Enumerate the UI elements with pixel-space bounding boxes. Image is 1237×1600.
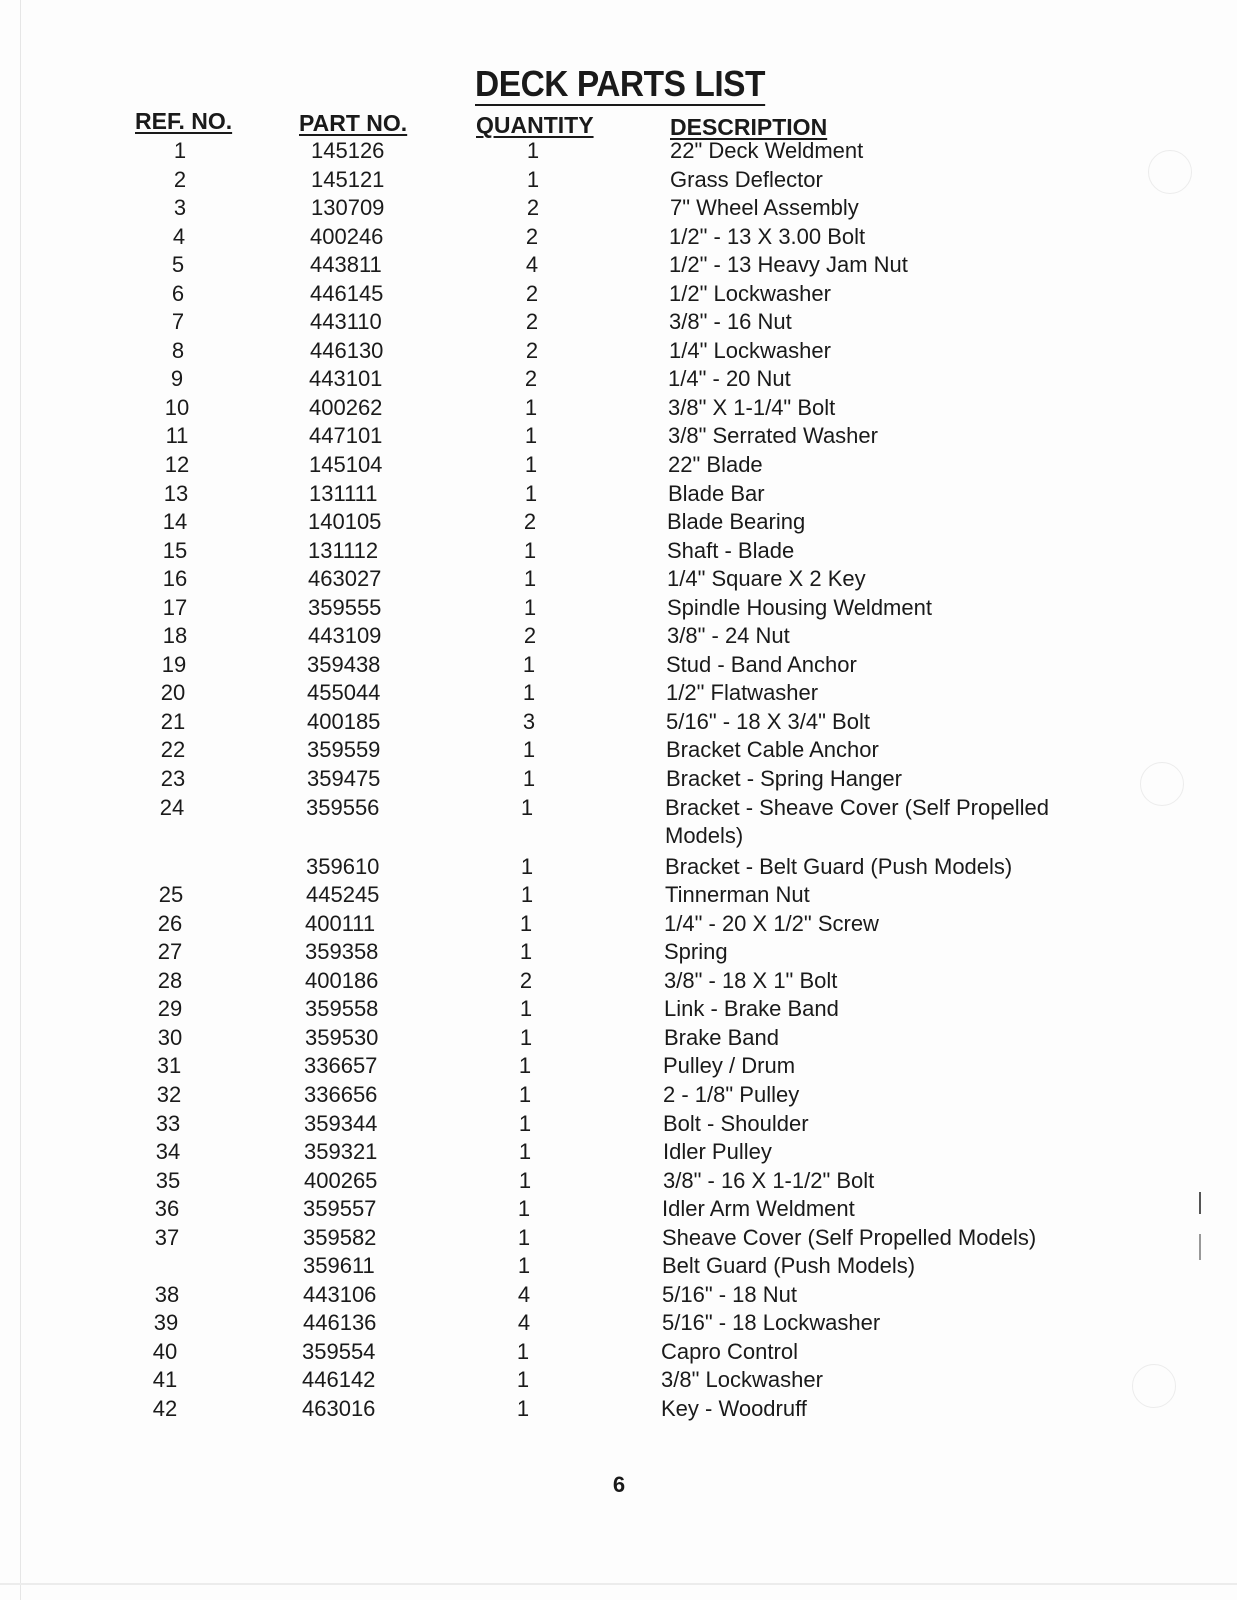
description-cell: Blade Bar (668, 481, 765, 506)
ref-no-cell: 39 (153, 1310, 179, 1335)
description-cell: Sheave Cover (Self Propelled Models) (662, 1225, 1037, 1250)
description-cell: Capro Control (661, 1339, 798, 1364)
part-no-cell: 145121 (311, 167, 385, 192)
ref-no-cell: 26 (157, 911, 183, 936)
header-quantity: QUANTITY (476, 112, 594, 138)
quantity-cell: 1 (520, 854, 534, 879)
header-description: DESCRIPTION (670, 114, 828, 140)
table-row (0, 709, 1237, 737)
part-no-cell: 359438 (307, 652, 381, 677)
quantity-cell: 1 (526, 138, 540, 163)
part-no-cell: 130709 (311, 195, 385, 220)
table-row (0, 538, 1237, 566)
part-no-cell: 359557 (303, 1196, 377, 1221)
table-row (0, 366, 1237, 394)
table-row (0, 252, 1237, 280)
table-row (0, 1025, 1237, 1053)
description-cell: 2 - 1/8" Pulley (663, 1082, 800, 1107)
description-cell: 22" Deck Weldment (670, 138, 864, 163)
quantity-cell: 1 (522, 680, 536, 705)
part-no-cell: 359555 (308, 595, 382, 620)
description-cell: Bolt - Shoulder (663, 1111, 809, 1136)
description-cell: 1/4" Lockwasher (669, 338, 831, 363)
ref-no-cell: 20 (160, 680, 186, 705)
ref-no-cell: 9 (170, 366, 184, 391)
description-cell: 22" Blade (668, 452, 763, 477)
table-row (0, 1168, 1237, 1196)
description-cell: Shaft - Blade (667, 538, 795, 563)
ref-no-cell: 30 (157, 1025, 183, 1050)
quantity-cell: 1 (519, 996, 533, 1021)
ref-no-cell: 34 (155, 1139, 181, 1164)
quantity-cell: 1 (523, 538, 537, 563)
quantity-cell: 1 (520, 795, 534, 820)
description-cell: Bracket Cable Anchor (666, 737, 879, 762)
ref-no-cell: 13 (163, 481, 189, 506)
table-row (0, 1082, 1237, 1110)
table-row (0, 481, 1237, 509)
description-cell: Bracket - Sheave Cover (Self Propelled (665, 795, 1049, 820)
ref-no-cell: 41 (152, 1367, 178, 1392)
description-cell: 3/8" X 1-1/4" Bolt (668, 395, 836, 420)
ref-no-cell: 7 (171, 309, 185, 334)
table-row (0, 623, 1237, 651)
table-row (0, 1225, 1237, 1253)
table-row (0, 167, 1237, 195)
part-no-cell: 131112 (308, 538, 379, 563)
quantity-cell: 1 (516, 1339, 530, 1364)
part-no-cell: 359611 (303, 1253, 375, 1278)
quantity-cell: 1 (519, 1025, 533, 1050)
description-cell: Bracket - Belt Guard (Push Models) (665, 854, 1013, 879)
description-cell: 3/8" Lockwasher (661, 1367, 823, 1392)
ref-no-cell: 6 (171, 281, 185, 306)
table-row (0, 423, 1237, 451)
quantity-cell: 1 (520, 882, 534, 907)
description-cell: Grass Deflector (670, 167, 823, 192)
description-cell: Belt Guard (Push Models) (662, 1253, 916, 1278)
quantity-cell: 1 (517, 1253, 531, 1278)
ref-no-cell: 22 (160, 737, 186, 762)
quantity-cell: 2 (525, 338, 539, 363)
description-cell: 1/4" Square X 2 Key (667, 566, 866, 591)
ref-no-cell: 10 (164, 395, 190, 420)
table-row (0, 395, 1237, 423)
part-no-cell: 400186 (305, 968, 379, 993)
quantity-cell: 1 (516, 1367, 530, 1392)
ref-no-cell: 27 (157, 939, 183, 964)
quantity-cell: 1 (518, 1168, 532, 1193)
table-row (0, 882, 1237, 910)
part-no-cell: 359559 (307, 737, 381, 762)
ref-no-cell: 24 (159, 795, 185, 820)
quantity-cell: 1 (522, 766, 536, 791)
part-no-cell: 446136 (303, 1310, 377, 1335)
ref-no-cell: 17 (162, 595, 188, 620)
table-row (0, 595, 1237, 623)
quantity-cell: 2 (523, 509, 537, 534)
description-cell: 3/8" - 16 Nut (669, 309, 792, 334)
ref-no-cell: 1 (173, 138, 187, 163)
description-cell: Blade Bearing (667, 509, 806, 534)
table-row (0, 737, 1237, 765)
ref-no-cell: 36 (154, 1196, 180, 1221)
quantity-cell: 1 (524, 481, 538, 506)
description-cell: 3/8" - 18 X 1" Bolt (664, 968, 838, 993)
ref-no-cell: 42 (152, 1396, 178, 1421)
part-no-cell: 359530 (305, 1025, 379, 1050)
part-no-cell: 463027 (308, 566, 382, 591)
table-row (0, 224, 1237, 252)
table-row (0, 911, 1237, 939)
quantity-cell: 4 (517, 1310, 531, 1335)
table-row (0, 281, 1237, 309)
table-row (0, 1396, 1237, 1424)
table-row (0, 1310, 1237, 1338)
ref-no-cell: 32 (156, 1082, 182, 1107)
quantity-cell: 1 (524, 452, 538, 477)
quantity-cell: 1 (522, 737, 536, 762)
quantity-cell: 1 (518, 1139, 532, 1164)
description-cell: 3/8" - 16 X 1-1/2" Bolt (663, 1168, 875, 1193)
description-cell: 5/16" - 18 X 3/4" Bolt (666, 709, 870, 734)
part-no-cell: 447101 (309, 423, 383, 448)
quantity-cell: 1 (518, 1111, 532, 1136)
part-no-cell: 145126 (311, 138, 385, 163)
description-cell: Key - Woodruff (661, 1396, 807, 1421)
quantity-cell: 1 (519, 939, 533, 964)
quantity-cell: 1 (518, 1053, 532, 1078)
ref-no-cell: 2 (173, 167, 187, 192)
description-cell: Idler Arm Weldment (662, 1196, 855, 1221)
ref-no-cell: 31 (156, 1053, 182, 1078)
part-no-cell: 359610 (306, 854, 380, 879)
ref-no-cell: 11 (165, 423, 189, 448)
part-no-cell: 443110 (310, 309, 382, 334)
ref-no-cell: 21 (160, 709, 186, 734)
part-no-cell: 140105 (308, 509, 382, 534)
description-cell: Link - Brake Band (664, 996, 839, 1021)
ref-no-cell: 16 (162, 566, 188, 591)
part-no-cell: 359582 (303, 1225, 377, 1250)
part-no-cell: 400246 (310, 224, 384, 249)
description-cell: Pulley / Drum (663, 1053, 796, 1078)
header-ref-no: REF. NO. (135, 108, 233, 134)
quantity-cell: 1 (517, 1225, 531, 1250)
quantity-cell: 1 (517, 1196, 531, 1221)
part-no-cell: 445245 (306, 882, 380, 907)
description-cell: Stud - Band Anchor (666, 652, 857, 677)
part-no-cell: 446130 (310, 338, 384, 363)
part-no-cell: 359475 (307, 766, 381, 791)
description-cell: Spindle Housing Weldment (667, 595, 932, 620)
table-row (0, 795, 1237, 823)
ref-no-cell: 38 (154, 1282, 180, 1307)
description-cell: 1/2" - 13 Heavy Jam Nut (669, 252, 908, 277)
part-no-cell: 443101 (309, 366, 383, 391)
description-cell: Tinnerman Nut (665, 882, 810, 907)
part-no-cell: 443109 (308, 623, 382, 648)
quantity-cell: 1 (516, 1396, 530, 1421)
description-cell: 1/4" - 20 Nut (668, 366, 791, 391)
quantity-cell: 1 (518, 1082, 532, 1107)
table-row (0, 968, 1237, 996)
part-no-cell: 359554 (302, 1339, 376, 1364)
quantity-cell: 4 (517, 1282, 531, 1307)
description-cell: Spring (664, 939, 728, 964)
part-no-cell: 400111 (305, 911, 376, 936)
quantity-cell: 1 (519, 911, 533, 936)
part-no-cell: 443811 (310, 252, 382, 277)
part-no-cell: 400185 (307, 709, 381, 734)
quantity-cell: 1 (523, 595, 537, 620)
description-cell: 1/2" - 13 X 3.00 Bolt (669, 224, 866, 249)
ref-no-cell: 33 (155, 1111, 181, 1136)
table-row (0, 1367, 1237, 1395)
quantity-cell: 2 (524, 366, 538, 391)
part-no-cell: 400265 (304, 1168, 378, 1193)
description-cell: 1/2" Flatwasher (666, 680, 819, 705)
quantity-cell: 1 (526, 167, 540, 192)
description-cell: 1/2" Lockwasher (669, 281, 831, 306)
table-row (0, 566, 1237, 594)
part-no-cell: 145104 (309, 452, 383, 477)
part-no-cell: 446142 (302, 1367, 376, 1392)
ref-no-cell: 12 (164, 452, 190, 477)
ref-no-cell: 40 (152, 1339, 178, 1364)
table-row (0, 1111, 1237, 1139)
part-no-cell: 455044 (307, 680, 381, 705)
quantity-cell: 2 (523, 623, 537, 648)
quantity-cell: 2 (525, 224, 539, 249)
table-row (0, 309, 1237, 337)
part-no-cell: 359358 (305, 939, 379, 964)
description-cell: Bracket - Spring Hanger (666, 766, 902, 791)
part-no-cell: 359558 (305, 996, 379, 1021)
ref-no-cell: 3 (173, 195, 187, 220)
table-row (0, 766, 1237, 794)
description-cell: 5/16" - 18 Lockwasher (662, 1310, 881, 1335)
table-row (0, 1139, 1237, 1167)
table-row (0, 996, 1237, 1024)
quantity-cell: 2 (525, 309, 539, 334)
part-no-cell: 359321 (304, 1139, 378, 1164)
quantity-cell: 1 (524, 395, 538, 420)
table-row (0, 1253, 1237, 1281)
table-row (0, 680, 1237, 708)
ref-no-cell: 29 (157, 996, 183, 1021)
header-part-no: PART NO. (299, 110, 408, 136)
table-row (0, 1196, 1237, 1224)
quantity-cell: 2 (525, 281, 539, 306)
description-cell: Idler Pulley (663, 1139, 772, 1164)
ref-no-cell: 4 (172, 224, 186, 249)
ref-no-cell: 35 (155, 1168, 181, 1193)
table-row (0, 138, 1237, 166)
description-cell: 1/4" - 20 X 1/2" Screw (664, 911, 879, 936)
part-no-cell: 446145 (310, 281, 384, 306)
part-no-cell: 359556 (306, 795, 380, 820)
description-cell: 3/8" Serrated Washer (668, 423, 878, 448)
table-row (0, 338, 1237, 366)
table-row (0, 195, 1237, 223)
ref-no-cell: 19 (161, 652, 187, 677)
ref-no-cell: 8 (171, 338, 185, 363)
part-no-cell: 463016 (302, 1396, 376, 1421)
part-no-cell: 400262 (309, 395, 383, 420)
table-row (0, 1339, 1237, 1367)
description-cell: 3/8" - 24 Nut (667, 623, 790, 648)
ref-no-cell: 14 (162, 509, 188, 534)
description-cell: Models) (665, 823, 744, 848)
description-cell: Brake Band (664, 1025, 779, 1050)
table-row (0, 509, 1237, 537)
part-no-cell: 131111 (309, 481, 378, 506)
ref-no-cell: 5 (171, 252, 185, 277)
part-no-cell: 336657 (304, 1053, 378, 1078)
ref-no-cell: 23 (160, 766, 186, 791)
part-no-cell: 336656 (304, 1082, 378, 1107)
quantity-cell: 1 (522, 652, 536, 677)
ref-no-cell: 25 (158, 882, 184, 907)
table-row (0, 452, 1237, 480)
quantity-cell: 4 (525, 252, 539, 277)
quantity-cell: 1 (523, 566, 537, 591)
table-row (0, 1282, 1237, 1310)
ref-no-cell: 15 (162, 538, 188, 563)
table-row (0, 939, 1237, 967)
ref-no-cell: 28 (157, 968, 183, 993)
ref-no-cell: 37 (154, 1225, 180, 1250)
part-no-cell: 443106 (303, 1282, 377, 1307)
part-no-cell: 359344 (304, 1111, 378, 1136)
table-row (0, 1053, 1237, 1081)
description-cell: 5/16" - 18 Nut (662, 1282, 797, 1307)
table-row (0, 823, 1237, 851)
page-number: 6 (612, 1472, 626, 1497)
quantity-cell: 2 (519, 968, 533, 993)
page-title: DECK PARTS LIST (475, 63, 766, 104)
quantity-cell: 2 (526, 195, 540, 220)
table-row (0, 652, 1237, 680)
table-row (0, 854, 1237, 882)
description-cell: 7" Wheel Assembly (670, 195, 859, 220)
quantity-cell: 3 (522, 709, 536, 734)
ref-no-cell: 18 (162, 623, 188, 648)
quantity-cell: 1 (524, 423, 538, 448)
